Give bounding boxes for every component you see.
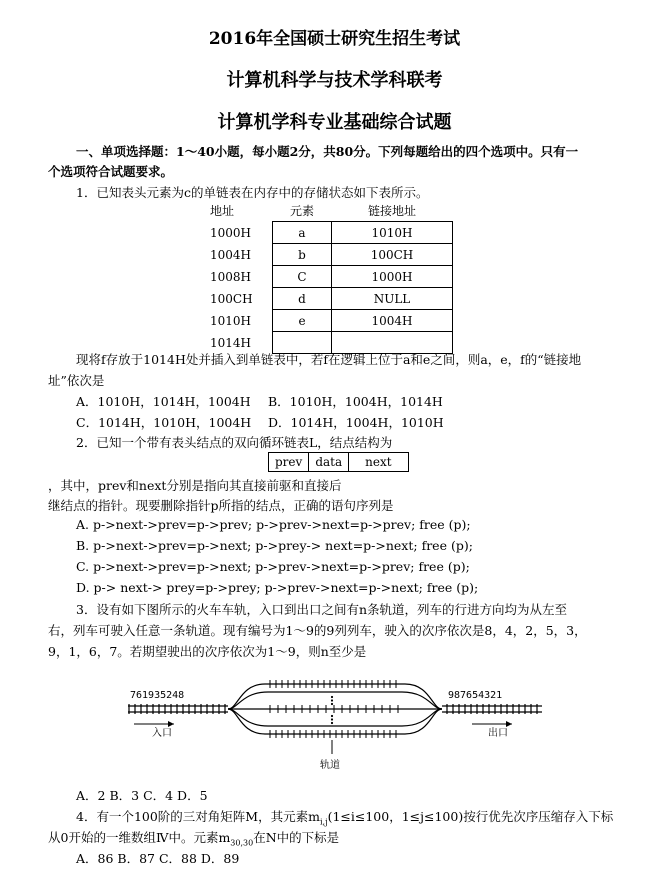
q2-text-line2: 继结点的指针。现要删除指针p所指的结点，正确的语句序列是 — [48, 498, 394, 513]
exit-arrowhead — [506, 721, 512, 727]
q2-option-c: C. p->next->prev=p->next; p->prev->next=p->prev; free (p); — [76, 559, 470, 574]
railway-diagram — [120, 664, 550, 772]
table-header-address: 地址 — [210, 204, 235, 219]
q3-text-line2: 右，列车可驶入任意一条轨道。现有编号为1～9的9列列车，驶入的次序依次是8，4，2，5，3， — [48, 623, 587, 638]
table-header-link: 链接地址 — [367, 204, 416, 218]
subject-title: 计算机科学与技术学科联考 — [226, 70, 443, 91]
table-row — [210, 266, 453, 288]
q1-stem: 1．已知表头元素为c的单链表在内存中的存储状态如下表所示。 — [76, 185, 429, 200]
q2-stem: 2．已知一个带有表头结点的双向循环链表L，结点结构为 — [76, 435, 393, 450]
row-link: 1000H — [332, 266, 453, 288]
table-row — [210, 244, 453, 266]
q1-option-d: D．1014H，1004H，1010H — [268, 415, 444, 430]
q4-line2-subscript: 30,30 — [230, 838, 254, 848]
row-address: 1000H — [210, 225, 252, 240]
row-address: 1004H — [210, 247, 252, 262]
left-train-sequence: 761935248 — [130, 690, 185, 701]
q1-text-line2: 址”依次是 — [48, 373, 105, 388]
section-instructions-line1: 一、单项选择题：1～40小题，每小题2分，共80分。下列每题给出的四个选项中。只有一 — [76, 144, 579, 159]
q4-text-line1 — [76, 807, 613, 827]
row-link: 1010H — [332, 222, 453, 244]
q4-line1-part2: (1≤i≤100，1≤j≤100)按行优先次序压缩存入下标 — [327, 809, 614, 824]
entrance-label: 入口 — [152, 728, 172, 739]
memory-table — [210, 200, 453, 354]
q2-option-d: D. p-> next-> prey=p->prey; p->prev->next=p->next; free (p); — [76, 580, 479, 595]
node-field-prev: prev — [269, 453, 309, 472]
q1-option-a: A．1010H，1014H，1004H — [76, 394, 251, 409]
q4-text-line2 — [48, 828, 339, 848]
q2-text-line1: ，其中，prev和next分别是指向其直接前驱和直接后 — [48, 478, 342, 493]
row-address: 100CH — [210, 291, 253, 306]
q1-text-line1: 现将f存放于1014H处并插入到单链表中，若f在逻辑上位于a和e之间，则a，e，f的“链接地 — [76, 352, 582, 367]
entrance-arrowhead — [168, 721, 174, 727]
q1-option-b: B．1010H，1004H，1014H — [268, 394, 443, 409]
row-address: 1014H — [210, 335, 252, 350]
row-link: 1004H — [332, 310, 453, 332]
row-element: e — [273, 310, 332, 332]
q3-text-line1: 3．设有如下图所示的火车车轨，入口到出口之间有n条轨道，列车的行进方向均为从左至 — [76, 602, 568, 617]
node-field-data: data — [309, 453, 349, 472]
q3-text-line3: 9，1，6，7。若期望驶出的次序依次为1～9，则n至少是 — [48, 644, 367, 659]
right-train-sequence: 987654321 — [448, 690, 503, 701]
q4-line2-part1: 从0开始的一维数组Ⅳ中。元素m — [48, 830, 231, 845]
q2-option-a: A. p->next->prev=p->prev; p->prev->next=p->prev; free (p); — [76, 517, 471, 532]
q1-option-c: C．1014H，1010H，1004H — [76, 415, 252, 430]
q2-option-b: B. p->next->prev=p->next; p->prey-> next=p->next; free (p); — [76, 538, 473, 553]
section-instructions-line2: 个选项符合试题要求。 — [48, 164, 174, 179]
table-row — [210, 288, 453, 310]
q4-line1-subscript: i,j — [319, 817, 328, 827]
paper-title: 计算机学科专业基础综合试题 — [217, 112, 452, 133]
parallel-tracks — [228, 684, 442, 734]
row-link: NULL — [332, 288, 453, 310]
q4-line1-part1: 4．有一个100阶的三对角矩阵M，其元素m — [76, 809, 320, 824]
table-row — [210, 310, 453, 332]
track-label: 轨道 — [320, 760, 340, 771]
row-element: b — [273, 244, 332, 266]
row-address: 1010H — [210, 313, 252, 328]
node-field-next: next — [349, 453, 408, 472]
exam-title: 2016年全国硕士研究生招生考试 — [208, 29, 461, 49]
q4-line2-part2: 在N中的下标是 — [253, 830, 340, 845]
row-element: a — [273, 222, 332, 244]
q3-options: A．2 B．3 C．4 D．5 — [76, 788, 208, 803]
row-element: C — [273, 266, 332, 288]
track-ellipsis — [331, 696, 333, 724]
row-link: 100CH — [332, 244, 453, 266]
table-header-element: 元素 — [289, 204, 314, 218]
q4-options: A．86 B．87 C．88 D．89 — [76, 851, 240, 866]
row-address: 1008H — [210, 269, 252, 284]
table-row — [210, 222, 453, 244]
row-element: d — [273, 288, 332, 310]
node-structure — [268, 452, 409, 472]
exit-label: 出口 — [488, 728, 508, 739]
